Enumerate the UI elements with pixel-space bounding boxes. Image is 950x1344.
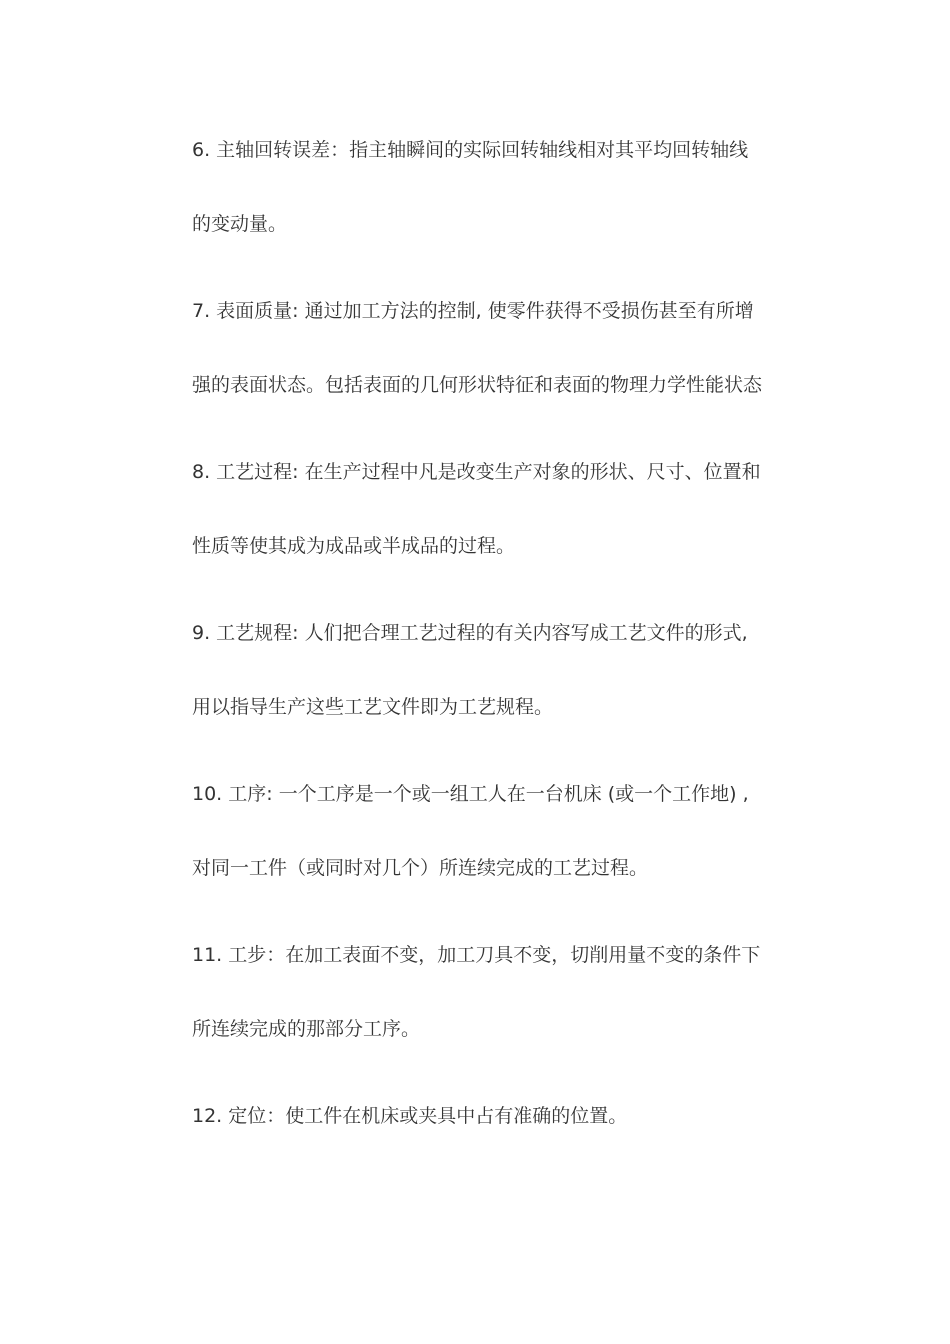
definition-10-line-2: 对同一工件（或同时对几个）所连续完成的工艺过程。	[192, 857, 649, 879]
definition-8-line-2: 性质等使其成为成品或半成品的过程。	[192, 535, 516, 557]
definition-7-line-1: 7. 表面质量: 通过加工方法的控制, 使零件获得不受损伤甚至有所增	[192, 300, 754, 322]
definition-6-line-1: 6. 主轴回转误差：指主轴瞬间的实际回转轴线相对其平均回转轴线	[192, 139, 749, 161]
definition-9-line-2: 用以指导生产这些工艺文件即为工艺规程。	[192, 696, 554, 718]
definition-7-line-2: 强的表面状态。包括表面的几何形状特征和表面的物理力学性能状态	[192, 374, 763, 396]
definition-11-line-1: 11. 工步：在加工表面不变，加工刀具不变，切削用量不变的条件下	[192, 944, 761, 966]
definition-8-line-1: 8. 工艺过程: 在生产过程中凡是改变生产对象的形状、尺寸、位置和	[192, 461, 761, 483]
definition-9-line-1: 9. 工艺规程: 人们把合理工艺过程的有关内容写成工艺文件的形式,	[192, 622, 748, 644]
definition-11-line-2: 所连续完成的那部分工序。	[192, 1018, 421, 1040]
definition-12-line-1: 12. 定位：使工件在机床或夹具中占有准确的位置。	[192, 1105, 628, 1127]
definition-6-line-2: 的变动量。	[192, 213, 288, 235]
definition-10-line-1: 10. 工序: 一个工序是一个或一组工人在一台机床 (或一个工作地) ,	[192, 783, 749, 805]
